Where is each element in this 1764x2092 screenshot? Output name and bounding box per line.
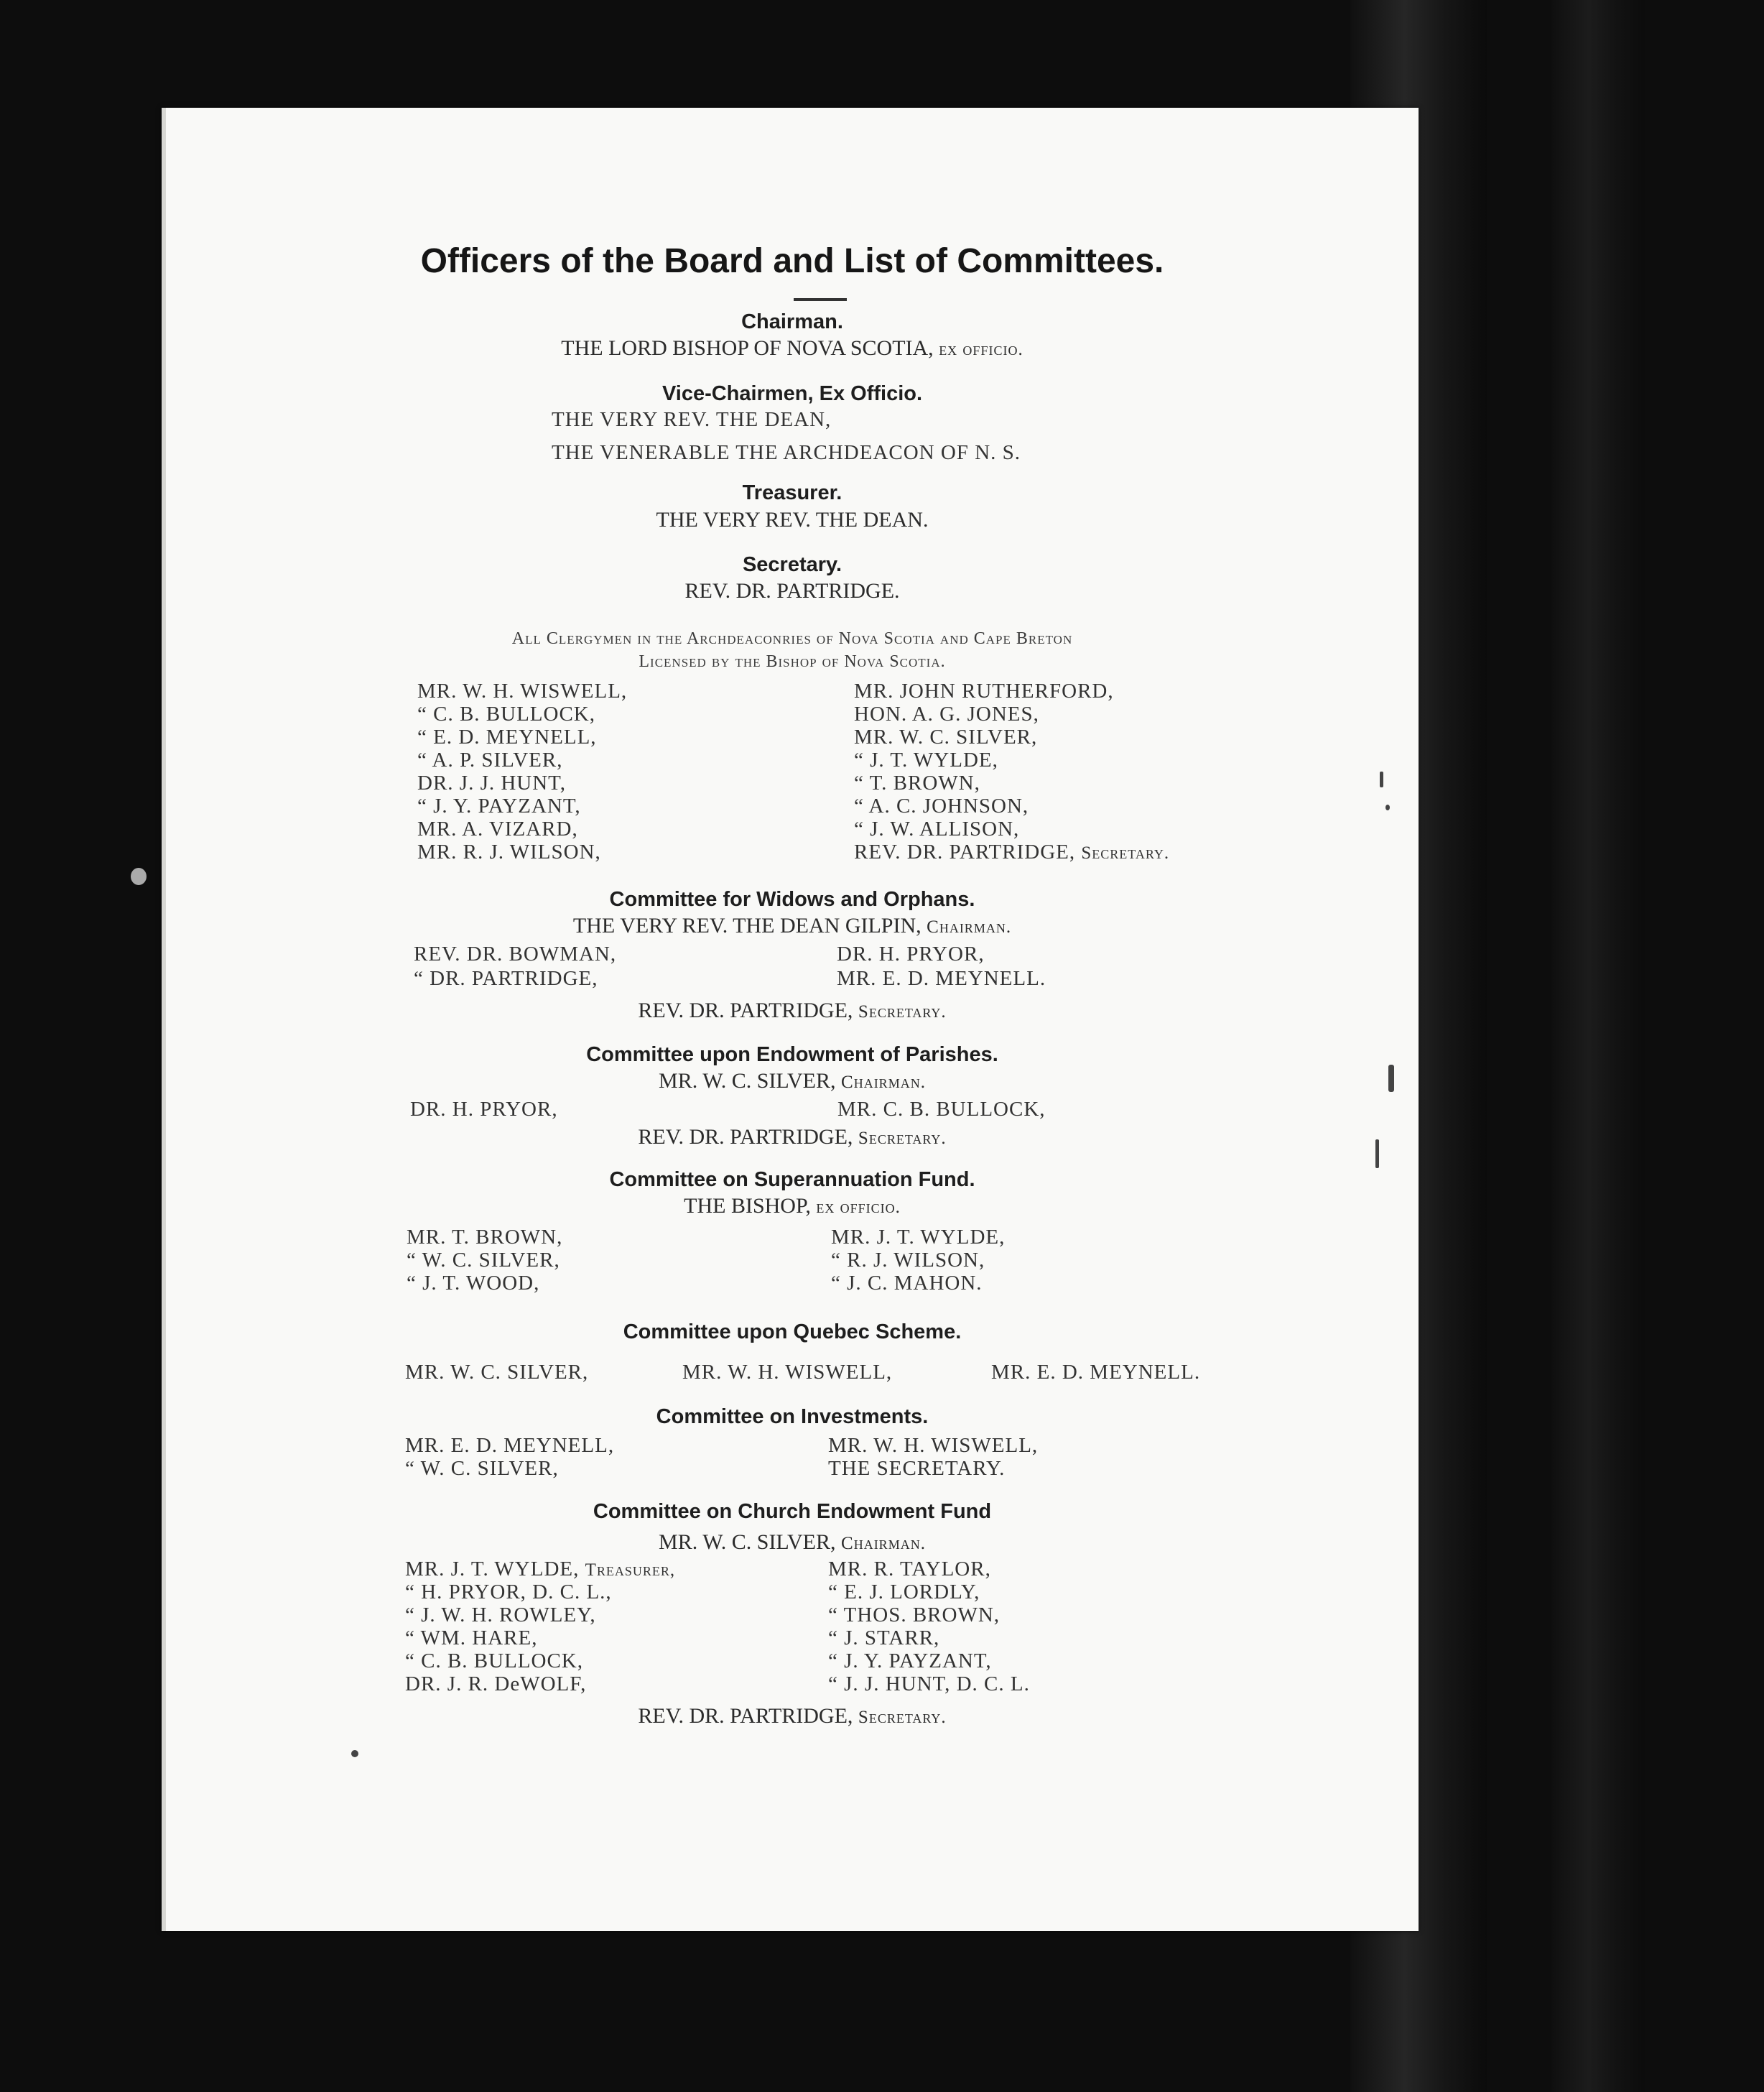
vice-chairmen-heading: Vice-Chairmen, Ex Officio. bbox=[662, 382, 923, 405]
church-endowment-member-right: “ J. STARR, bbox=[828, 1626, 940, 1649]
board-member-name: REV. DR. PARTRIDGE, bbox=[854, 841, 1076, 864]
investments-member-right: THE SECRETARY. bbox=[828, 1457, 1006, 1480]
church-endowment-member-right: “ J. J. HUNT, D. C. L. bbox=[828, 1672, 1030, 1695]
church-endowment-heading: Committee on Church Endowment Fund bbox=[593, 1500, 992, 1523]
treasurer-name: THE VERY REV. THE DEAN. bbox=[656, 508, 929, 532]
vice-chairman-name: THE VERY REV. THE DEAN, bbox=[552, 408, 832, 431]
board-member-right-last bbox=[854, 841, 1169, 864]
church-endowment-member-suffix: Treasurer, bbox=[585, 1560, 676, 1580]
church-endowment-secretary-note: Secretary. bbox=[858, 1708, 947, 1727]
superannuation-member-left: “ W. C. SILVER, bbox=[407, 1249, 560, 1272]
church-endowment-member-left: “ C. B. BULLOCK, bbox=[405, 1649, 583, 1672]
church-endowment-member-left: “ WM. HARE, bbox=[405, 1626, 538, 1649]
widows-heading: Committee for Widows and Orphans. bbox=[609, 888, 975, 911]
superannuation-heading: Committee on Superannuation Fund. bbox=[609, 1168, 975, 1191]
board-member-suffix: Secretary. bbox=[1081, 843, 1170, 863]
clergy-note-line2: Licensed by the Bishop of Nova Scotia. bbox=[639, 652, 946, 671]
board-member-right: HON. A. G. JONES, bbox=[854, 703, 1039, 726]
widows-chair-line bbox=[166, 914, 1419, 938]
board-member-right: MR. JOHN RUTHERFORD, bbox=[854, 680, 1114, 703]
endowment-parishes-heading: Committee upon Endowment of Parishes. bbox=[586, 1043, 998, 1066]
ink-speck bbox=[1380, 772, 1383, 787]
quebec-heading: Committee upon Quebec Scheme. bbox=[623, 1320, 962, 1343]
endowment-parishes-member-left: DR. H. PRYOR, bbox=[410, 1098, 558, 1121]
church-endowment-member-right: “ E. J. LORDLY, bbox=[828, 1580, 980, 1603]
church-endowment-member-right: “ J. Y. PAYZANT, bbox=[828, 1649, 992, 1672]
church-endowment-chair-line bbox=[166, 1530, 1419, 1555]
church-endowment-member-left-first bbox=[405, 1558, 675, 1581]
board-member-right: “ J. W. ALLISON, bbox=[854, 818, 1020, 841]
investments-member-left: “ W. C. SILVER, bbox=[405, 1457, 559, 1480]
superannuation-member-left: “ J. T. WOOD, bbox=[407, 1272, 540, 1295]
ink-speck bbox=[1388, 1065, 1394, 1092]
chairman-note: ex officio. bbox=[939, 340, 1023, 359]
endowment-parishes-secretary-line bbox=[166, 1125, 1419, 1149]
endowment-parishes-chair: MR. W. C. SILVER, bbox=[659, 1069, 836, 1093]
widows-member-right: MR. E. D. MEYNELL. bbox=[837, 967, 1046, 990]
scan-binding-strip bbox=[1551, 0, 1645, 2092]
widows-secretary: REV. DR. PARTRIDGE, bbox=[638, 999, 853, 1022]
church-endowment-secretary: REV. DR. PARTRIDGE, bbox=[638, 1704, 853, 1728]
dust-speck bbox=[131, 868, 147, 885]
church-endowment-chair: MR. W. C. SILVER, bbox=[659, 1530, 836, 1554]
board-member-left: “ E. D. MEYNELL, bbox=[417, 726, 597, 749]
board-member-left: “ A. P. SILVER, bbox=[417, 749, 563, 772]
widows-member-right: DR. H. PRYOR, bbox=[837, 943, 985, 966]
vice-chairman-name: THE VENERABLE THE ARCHDEACON OF N. S. bbox=[552, 441, 1021, 464]
church-endowment-member-name: MR. J. T. WYLDE, bbox=[405, 1558, 580, 1580]
superannuation-member-left: MR. T. BROWN, bbox=[407, 1226, 563, 1249]
board-member-left: “ C. B. BULLOCK, bbox=[417, 703, 595, 726]
ink-speck bbox=[351, 1750, 358, 1757]
endowment-parishes-member-right: MR. C. B. BULLOCK, bbox=[837, 1098, 1046, 1121]
superannuation-chair-line bbox=[166, 1194, 1419, 1218]
secretary-heading: Secretary. bbox=[742, 553, 842, 576]
chairman-heading: Chairman. bbox=[741, 310, 843, 333]
chairman-name: THE LORD BISHOP OF NOVA SCOTIA, bbox=[561, 336, 934, 360]
superannuation-chair: THE BISHOP, bbox=[684, 1194, 811, 1218]
church-endowment-member-left: “ J. W. H. ROWLEY, bbox=[405, 1603, 596, 1626]
board-member-left: MR. R. J. WILSON, bbox=[417, 841, 601, 864]
board-member-left: DR. J. J. HUNT, bbox=[417, 772, 566, 795]
widows-chair-note: Chairman. bbox=[927, 917, 1012, 937]
endowment-parishes-secretary: REV. DR. PARTRIDGE, bbox=[638, 1125, 853, 1149]
quebec-member: MR. W. H. WISWELL, bbox=[682, 1361, 893, 1384]
endowment-parishes-chair-line bbox=[166, 1069, 1419, 1093]
quebec-member: MR. W. C. SILVER, bbox=[405, 1361, 589, 1384]
widows-chair: THE VERY REV. THE DEAN GILPIN, bbox=[572, 914, 922, 938]
board-member-left: MR. A. VIZARD, bbox=[417, 818, 578, 841]
church-endowment-chair-note: Chairman. bbox=[841, 1534, 926, 1553]
board-member-right: “ A. C. JOHNSON, bbox=[854, 795, 1029, 818]
board-member-left: “ J. Y. PAYZANT, bbox=[417, 795, 581, 818]
page-title: Officers of the Board and List of Committees. bbox=[420, 242, 1164, 280]
superannuation-member-right: MR. J. T. WYLDE, bbox=[831, 1226, 1006, 1249]
church-endowment-member-right: MR. R. TAYLOR, bbox=[828, 1558, 991, 1580]
treasurer-heading: Treasurer. bbox=[742, 481, 842, 504]
board-member-right: “ T. BROWN, bbox=[854, 772, 980, 795]
church-endowment-member-right: “ THOS. BROWN, bbox=[828, 1603, 1001, 1626]
widows-secretary-line bbox=[166, 999, 1419, 1023]
investments-heading: Committee on Investments. bbox=[656, 1405, 929, 1428]
title-underline bbox=[794, 298, 847, 301]
superannuation-member-right: “ R. J. WILSON, bbox=[831, 1249, 985, 1272]
chairman-line bbox=[166, 336, 1419, 361]
endowment-parishes-secretary-note: Secretary. bbox=[858, 1129, 947, 1148]
church-endowment-member-left: “ H. PRYOR, D. C. L., bbox=[405, 1580, 612, 1603]
investments-member-left: MR. E. D. MEYNELL, bbox=[405, 1434, 615, 1457]
document-page bbox=[162, 108, 1419, 1931]
superannuation-member-right: “ J. C. MAHON. bbox=[831, 1272, 983, 1295]
widows-secretary-note: Secretary. bbox=[858, 1002, 947, 1022]
endowment-parishes-chair-note: Chairman. bbox=[841, 1073, 926, 1092]
widows-member-left: “ DR. PARTRIDGE, bbox=[414, 967, 598, 990]
widows-member-left: REV. DR. BOWMAN, bbox=[414, 943, 617, 966]
ink-speck bbox=[1385, 805, 1390, 810]
board-member-left: MR. W. H. WISWELL, bbox=[417, 680, 628, 703]
secretary-name: REV. DR. PARTRIDGE. bbox=[684, 579, 900, 603]
ink-speck bbox=[1375, 1139, 1379, 1168]
church-endowment-member-left: DR. J. R. DeWOLF, bbox=[405, 1672, 587, 1695]
church-endowment-secretary-line bbox=[166, 1704, 1419, 1728]
quebec-member: MR. E. D. MEYNELL. bbox=[991, 1361, 1201, 1384]
board-member-right: “ J. T. WYLDE, bbox=[854, 749, 998, 772]
clergy-note-line1: All Clergymen in the Archdeaconries of Nova Scotia and Cape Breton bbox=[511, 629, 1073, 648]
board-member-right: MR. W. C. SILVER, bbox=[854, 726, 1038, 749]
superannuation-chair-note: ex officio. bbox=[816, 1198, 901, 1217]
investments-member-right: MR. W. H. WISWELL, bbox=[828, 1434, 1039, 1457]
